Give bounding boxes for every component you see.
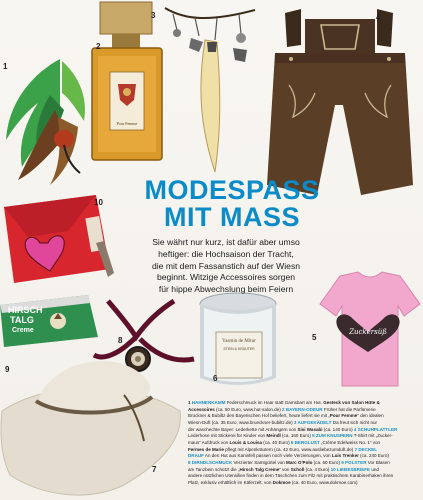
caption-segment: pflegt mit Alpenkräutern (ca. 42 Euro, www.ausliebezumduft.de) [223,446,355,452]
caption-segment: Früher hat die Parfümerie [322,406,376,412]
caption-segment: “ den idealen [357,413,384,419]
caption-segment: Sisi Wasabi [297,426,323,432]
caption-segment: (ca. 4 Euro) [304,466,331,472]
caption-segment: und [370,466,379,472]
caption-segment: Da freut sich nicht nur [331,419,378,425]
intro-line: beginnt. Witzige Accessoires sorgen [156,272,296,283]
caption-line [188,420,418,427]
caption-line [188,460,418,467]
perfume-label-text: Pour Femme [116,121,138,126]
caption-segment: 6 BERGLUST [290,439,320,445]
item-number: 5 [312,333,317,342]
caption-segment: der waschechte Bayer: Lederkette mit Anhängern von [188,426,298,432]
intro-line: Sie währt nur kurz, ist dafür aber umso [152,237,300,247]
caption-segment: HAHNENKAMM [191,400,226,405]
charm-chain-image [155,0,265,175]
tube-brand-line2: TALG [10,315,34,325]
caption-line [188,473,418,480]
item-number: 3 [151,11,156,20]
caption-segment: Lederhose mit Stickerei für Kinder von [188,433,267,439]
caption-segment: Scholl [290,466,305,472]
intro-text [126,237,326,296]
caption-segment: Hirsch Talg Creme [239,466,280,472]
caption-segment: Louis & Louisa [229,439,263,445]
tube-brand-line3: Creme [12,327,34,334]
caption-segment: (ca. 50 Euro, www.hut-salon.de) [214,406,283,412]
product-captions [188,400,418,487]
caption-segment: 5 ZUM KNUSPERN [312,433,353,439]
headline-line2: MIT MASS [164,202,300,232]
caption-line [188,400,418,407]
caption-segment: Verzierter Samtgürtel von [232,459,287,465]
caption-segment: (ca. 60 Euro) [312,459,342,465]
headline-line1: MODESPASS [144,175,320,205]
caption-line [188,413,418,420]
caption-segment: Gesteck von Salon Hüte & [323,400,380,405]
item-number: 4 [376,13,381,22]
item-number: 6 [213,374,218,383]
caption-segment: Platz, exklusiv erhältlich im Käferzelt, von [188,479,273,485]
caption-segment: 3 AUFGEKÄDELT [293,419,332,425]
caption-segment: Vor Blasen [366,459,390,465]
caption-segment: (ca. 40 Euro) [262,439,291,445]
jar-label-line1: Yasmin de Mitur [222,339,256,344]
tshirt-print-text: Zuckersüß [349,328,387,336]
caption-line [188,447,418,454]
caption-line [188,440,418,447]
felt-hat-image [0,345,186,500]
caption-segment: maus“ Aufdruck von [188,439,230,445]
caption-segment: (ca. 140 Euro) [322,426,354,432]
tube-brand-line1: HIRSCH [8,305,43,315]
caption-segment: Federschmuck im Haar statt Gamsbart am Hut. [225,400,324,405]
caption-segment: 1 [188,400,192,405]
caption-line [188,433,418,440]
caption-segment: 10 LIEBESBRIEFE [330,466,371,472]
caption-line [188,453,418,460]
caption-segment: 8 DIRNDLSCHMUCK [188,459,233,465]
item-number: 2 [96,42,101,51]
caption-line [188,427,418,434]
caption-segment: andere nützlichen Utensilien finden in dem Täschchen zum Filz mit praktischem Karabinerhaken ihren [188,473,394,479]
caption-segment: 9 POLSTER [341,459,367,465]
caption-segment: 2 BAYERN-ODEUR [282,406,323,412]
caption-segment: (ca. 160 Euro) [280,433,313,439]
caption-segment: An den Hut aus Kaninfell passen noch viele Verzierungen, von [203,453,332,459]
caption-segment: Wiesn-Duft (ca. 35 Euro, www.brueckner-bubiltz.de) [188,419,294,425]
red-felt-bag-image [0,193,118,288]
caption-segment: Pour Femme [329,413,358,419]
caption-segment: (ca. 40 Euro, www.dokmoe.com) [290,479,358,485]
caption-segment: (ca. 240 Euro) [358,453,389,459]
caption-segment: Accessoires [188,406,215,412]
caption-line [188,407,418,414]
caption-segment: Fermes de Marie [188,446,224,452]
caption-line [188,480,418,487]
item-number: 10 [94,198,103,207]
caption-segment: T-Shirt mit „Zucker- [352,433,393,439]
intro-line: heftiger: die Hochsaison der Tracht, [158,248,294,259]
jar-label-line2: STEIN & KRÄUTER [223,347,255,351]
item-number: 7 [152,465,157,474]
intro-line: für hippe Abwechslung beim Feiern [158,284,294,295]
caption-segment: „Crème Edelweiss No. 1“ von [319,439,381,445]
caption-segment: 4 SCHUHPLATTLER [353,426,398,432]
caption-segment: “ von [279,466,291,472]
caption-segment: Brückner & Bubiltz den Bayerischen Hof beliefert, heute liefert sie mit „ [188,413,330,419]
intro-line: die mit dem Fassanstich auf der Wiesn [151,260,301,271]
item-number: 8 [118,336,123,345]
page-headline [137,177,327,231]
caption-segment: 7 DECKEL [354,446,378,452]
caption-line [188,467,418,474]
item-number: 9 [5,365,10,374]
caption-segment: am Tanzbein schützt die „ [188,466,240,472]
item-number: 1 [3,62,8,71]
caption-segment: Luis Trenker [331,453,359,459]
caption-segment: DRAUF [188,453,204,459]
caption-segment: Dokmoe [272,479,291,485]
caption-segment: Marc O'Polo [286,459,313,465]
caption-segment: Meindl [266,433,281,439]
